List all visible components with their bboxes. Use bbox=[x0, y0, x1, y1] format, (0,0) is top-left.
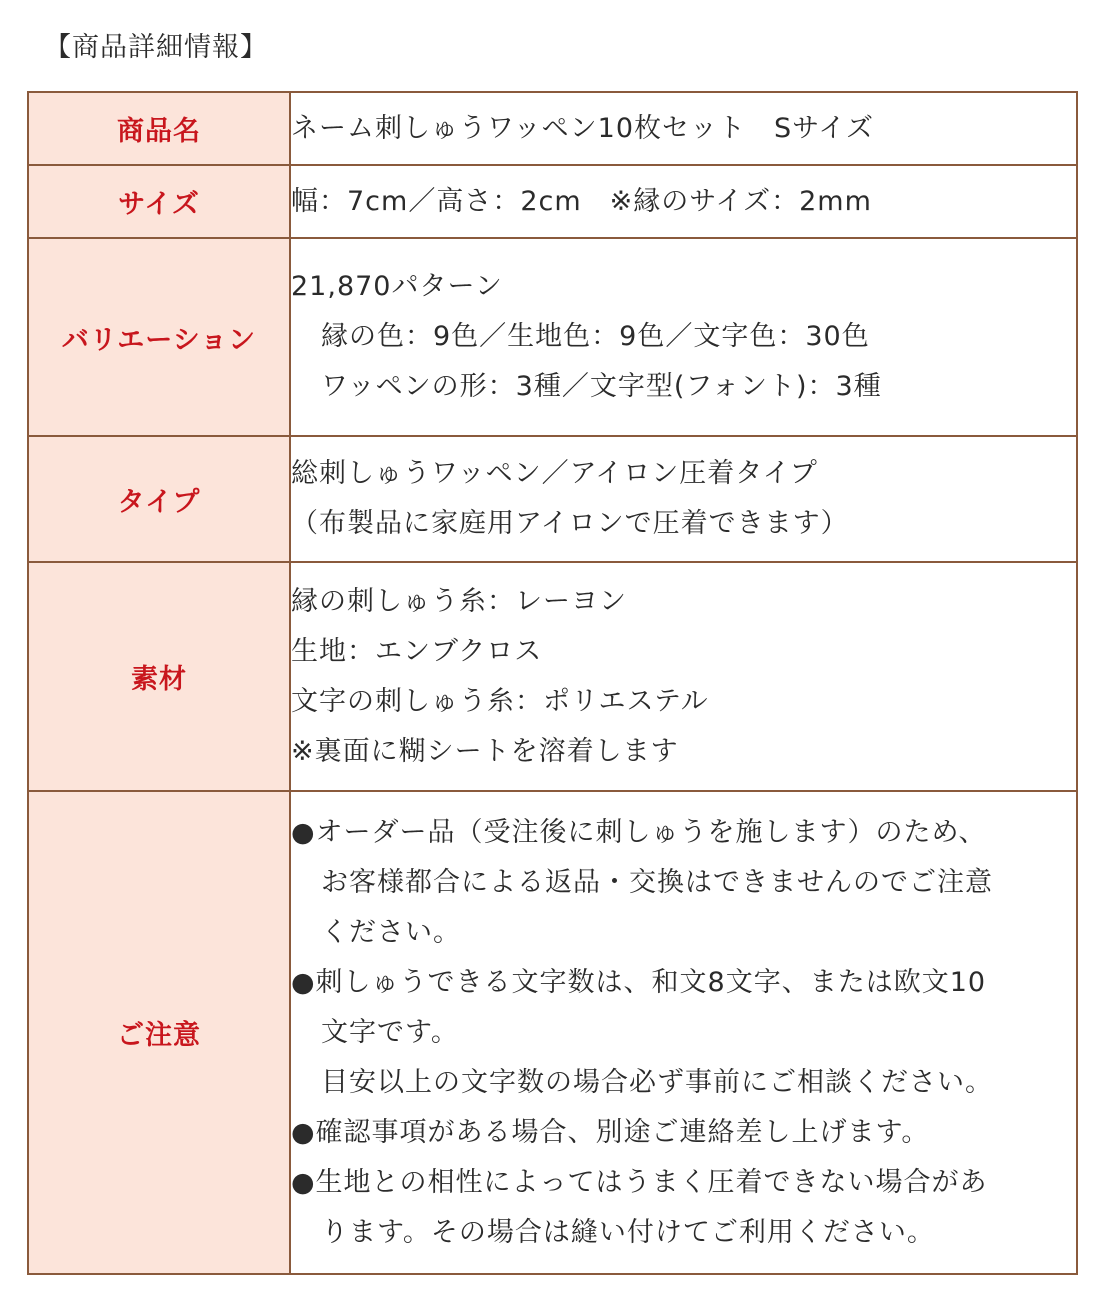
value-caution bbox=[290, 791, 1077, 1274]
caution-line: ●生地との相性によってはうまく圧着できない場合があ bbox=[291, 1166, 988, 1198]
value-product-name: ネーム刺しゅうワッペン10枚セット Sサイズ bbox=[290, 92, 1077, 165]
caution-line: ります。その場合は縫い付けてご利用ください。 bbox=[321, 1216, 935, 1248]
caution-line: ください。 bbox=[321, 916, 461, 948]
value-type bbox=[290, 436, 1077, 562]
type-line: （布製品に家庭用アイロンで圧着できます） bbox=[291, 508, 849, 539]
row-product-name bbox=[28, 92, 1077, 165]
caution-line: ●確認事項がある場合、別途ご連絡差し上げます。 bbox=[291, 1116, 930, 1148]
label-type: タイプ bbox=[28, 436, 290, 562]
caution-line: 文字です。 bbox=[321, 1016, 459, 1048]
value-material bbox=[290, 562, 1077, 791]
variation-line: ワッペンの形：3種／文字型(フォント)：3種 bbox=[321, 371, 882, 402]
caution-line: ●オーダー品（受注後に刺しゅうを施します）のため、 bbox=[291, 816, 987, 848]
caution-line: お客様都合による返品・交換はできませんのでご注意 bbox=[321, 866, 993, 898]
row-size bbox=[28, 165, 1077, 238]
variation-line: 縁の色：9色／生地色：9色／文字色：30色 bbox=[321, 321, 870, 352]
label-variation: バリエーション bbox=[28, 238, 290, 436]
label-size: サイズ bbox=[28, 165, 290, 238]
row-variation bbox=[28, 238, 1077, 436]
material-line: 生地：エンブクロス bbox=[291, 635, 543, 667]
material-line: 文字の刺しゅう糸：ポリエステル bbox=[291, 685, 709, 717]
label-product-name: 商品名 bbox=[28, 92, 290, 165]
material-line: ※裏面に糊シートを溶着します bbox=[291, 735, 679, 767]
label-material: 素材 bbox=[28, 562, 290, 791]
row-caution bbox=[28, 791, 1077, 1274]
row-material bbox=[28, 562, 1077, 791]
label-caution: ご注意 bbox=[28, 791, 290, 1274]
type-line: 総刺しゅうワッペン／アイロン圧着タイプ bbox=[291, 458, 818, 489]
value-size: 幅：7cm／高さ：2cm ※縁のサイズ：2mm bbox=[290, 165, 1077, 238]
variation-line: 21,870パターン bbox=[291, 271, 503, 302]
caution-line: ●刺しゅうできる文字数は、和文8文字、または欧文10 bbox=[291, 966, 987, 998]
product-spec-table bbox=[27, 91, 1078, 1275]
value-variation bbox=[290, 238, 1077, 436]
material-line: 縁の刺しゅう糸：レーヨン bbox=[291, 585, 627, 617]
caution-line: 目安以上の文字数の場合必ず事前にご相談ください。 bbox=[321, 1066, 993, 1098]
row-type bbox=[28, 436, 1077, 562]
section-title: 【商品詳細情報】 bbox=[44, 32, 268, 63]
